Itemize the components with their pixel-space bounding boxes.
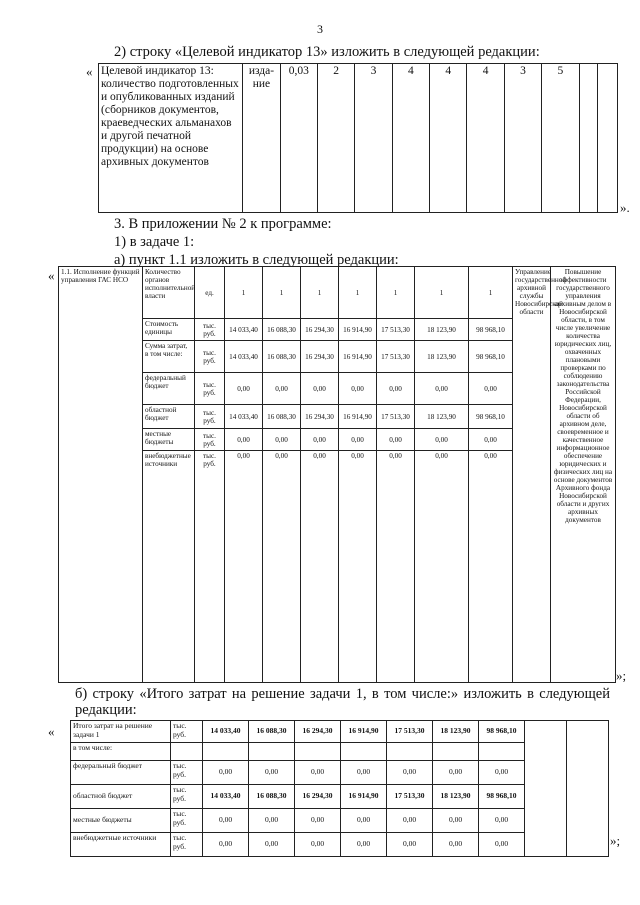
item3-1b: б) строку «Итого затрат на решение задачи 1, в том числе:» изложить в следующей редакции: [75,686,610,718]
indicator13-unit: изда-ние [243,64,280,213]
cell: 0,00 [301,451,339,683]
cell: 1 [263,267,301,319]
row-label: внебюджетные источники [71,833,171,857]
cell: 0,00 [433,833,479,857]
point11-name: 1.1. Исполнение функций управления ГАС НСО [59,267,143,683]
item3-1a: а) пункт 1.1 изложить в следующей редакции: [114,252,399,268]
cell: 0,00 [387,761,433,785]
empty-cell [525,721,567,857]
indicator13-value: 2 [318,64,355,213]
cell: 0,00 [341,761,387,785]
cell: 16 294,30 [295,785,341,809]
row-label: Количество органов исполнительной власти [143,267,195,319]
cell: 0,00 [433,809,479,833]
row-unit: тыс. руб. [171,761,203,785]
cell [249,743,295,761]
close-quote: »; [616,668,627,683]
cell: 0,00 [415,429,469,451]
cell: 98 968,10 [479,721,525,743]
cell: 16 294,30 [301,319,339,341]
cell: 18 123,90 [433,785,479,809]
cell: 0,00 [263,373,301,405]
item2-heading: 2) строку «Целевой индикатор 13» изложить в следующей редакции: [114,44,540,60]
indicator13-value: 5 [542,64,579,213]
close-quote: »; [610,833,621,848]
close-quote: ». [620,200,630,215]
row-unit: тыс. руб. [195,341,225,373]
row-label: федеральный бюджет [143,373,195,405]
cell: 16 294,30 [301,405,339,429]
cell: 0,00 [295,761,341,785]
cell: 16 088,30 [263,405,301,429]
cell: 14 033,40 [225,319,263,341]
cell: 0,00 [295,809,341,833]
row-unit [171,743,203,761]
cell [479,743,525,761]
cell: 16 914,90 [339,319,377,341]
cell: 0,00 [415,451,469,683]
row-label: Стоимость единицы [143,319,195,341]
cell: 16 914,90 [341,721,387,743]
open-quote: « [48,268,55,283]
cell: 16 088,30 [263,319,301,341]
cell: 1 [377,267,415,319]
cell: 1 [415,267,469,319]
row-unit: тыс. руб. [171,809,203,833]
point11-executor: Управление государственной архивной службы Новосибирской области [513,267,551,683]
row-label: федеральный бюджет [71,761,171,785]
cell: 0,00 [225,373,263,405]
row-label: внебюджетные источники [143,451,195,683]
cell: 1 [301,267,339,319]
point11-table [58,266,616,683]
cell: 0,00 [203,809,249,833]
indicator13-value [598,64,618,213]
item3-1: 1) в задаче 1: [114,234,195,250]
cell: 0,00 [263,451,301,683]
cell: 0,00 [341,833,387,857]
cell: 0,00 [415,373,469,405]
indicator13-value: 4 [430,64,467,213]
cell: 16 294,30 [301,341,339,373]
cell: 0,00 [469,373,513,405]
cell: 0,00 [377,429,415,451]
indicator13-value [579,64,598,213]
cell: 0,00 [479,809,525,833]
item3-heading: 3. В приложении № 2 к программе: [114,216,332,232]
cell: 0,00 [341,809,387,833]
row-label: Сумма затрат, в том числе: [143,341,195,373]
cell: 16 914,90 [341,785,387,809]
cell [387,743,433,761]
cell: 0,00 [469,451,513,683]
row-unit: тыс. руб. [195,429,225,451]
page-number: 3 [317,22,323,36]
cell: 0,00 [479,761,525,785]
cell: 17 513,30 [377,405,415,429]
cell: 0,00 [203,833,249,857]
row-label: местные бюджеты [143,429,195,451]
cell: 18 123,90 [415,405,469,429]
indicator13-value: 3 [504,64,541,213]
cell: 0,00 [433,761,479,785]
cell: 17 513,30 [387,785,433,809]
total1-table [70,720,609,857]
row-label: Итого затрат на решение задачи 1 [71,721,171,743]
cell: 17 513,30 [377,319,415,341]
indicator13-table [98,63,618,213]
row-unit: тыс. руб. [195,319,225,341]
row-unit: тыс. руб. [171,785,203,809]
cell: 18 123,90 [415,341,469,373]
cell: 14 033,40 [225,405,263,429]
cell: 0,00 [225,451,263,683]
cell: 0,00 [249,809,295,833]
cell: 16 088,30 [249,721,295,743]
indicator13-value: 0,03 [280,64,317,213]
cell [341,743,387,761]
cell: 0,00 [203,761,249,785]
cell: 98 968,10 [479,785,525,809]
cell: 0,00 [339,373,377,405]
cell: 0,00 [377,451,415,683]
cell: 16 088,30 [249,785,295,809]
cell: 16 088,30 [263,341,301,373]
indicator13-name: Целевой индикатор 13: количество подготовленных и опубликованных изданий (сборников документов, краеведческих альманахов и другой печатной продукции) на основе архивных документов [99,64,243,213]
cell: 0,00 [377,373,415,405]
cell: 0,00 [479,833,525,857]
cell: 0,00 [295,833,341,857]
row-unit: тыс. руб. [195,373,225,405]
cell: 16 914,90 [339,341,377,373]
row-label: областной бюджет [143,405,195,429]
cell: 1 [339,267,377,319]
row-unit: тыс. руб. [171,833,203,857]
cell: 14 033,40 [203,785,249,809]
indicator13-value: 4 [392,64,429,213]
cell: 17 513,30 [377,341,415,373]
open-quote: « [48,724,55,739]
indicator13-value: 3 [355,64,392,213]
cell: 1 [469,267,513,319]
cell: 16 294,30 [295,721,341,743]
empty-cell [567,721,609,857]
cell: 18 123,90 [433,721,479,743]
row-unit: тыс. руб. [171,721,203,743]
cell: 0,00 [249,761,295,785]
row-unit: тыс. руб. [195,451,225,683]
cell: 16 914,90 [339,405,377,429]
cell [295,743,341,761]
cell: 14 033,40 [225,341,263,373]
open-quote: « [86,64,93,79]
cell: 14 033,40 [203,721,249,743]
row-unit: ед. [195,267,225,319]
cell [203,743,249,761]
cell: 0,00 [249,833,295,857]
cell: 0,00 [387,833,433,857]
cell: 0,00 [301,429,339,451]
cell: 0,00 [387,809,433,833]
cell: 0,00 [339,429,377,451]
cell: 0,00 [339,451,377,683]
row-label: местные бюджеты [71,809,171,833]
cell: 0,00 [263,429,301,451]
cell [433,743,479,761]
point11-result: Повышение эффективности государственного управления архивным делом в Новосибирской области, в том числе увеличение количества юридических лиц, охваченных плановыми проверками по соблюдению законодательства Российской Федерации, Новосибирской области об архивном деле, своевременное и качественное информационное обеспечение юридических и физических лиц на основе документов Архивного фонда Новосибирской области и других архивных документов [551,267,616,683]
row-label: в том числе: [71,743,171,761]
cell: 0,00 [469,429,513,451]
indicator13-value: 4 [467,64,504,213]
cell: 18 123,90 [415,319,469,341]
cell: 98 968,10 [469,341,513,373]
cell: 98 968,10 [469,319,513,341]
row-label: областной бюджет [71,785,171,809]
cell: 0,00 [225,429,263,451]
cell: 17 513,30 [387,721,433,743]
cell: 98 968,10 [469,405,513,429]
cell: 0,00 [301,373,339,405]
row-unit: тыс. руб. [195,405,225,429]
cell: 1 [225,267,263,319]
